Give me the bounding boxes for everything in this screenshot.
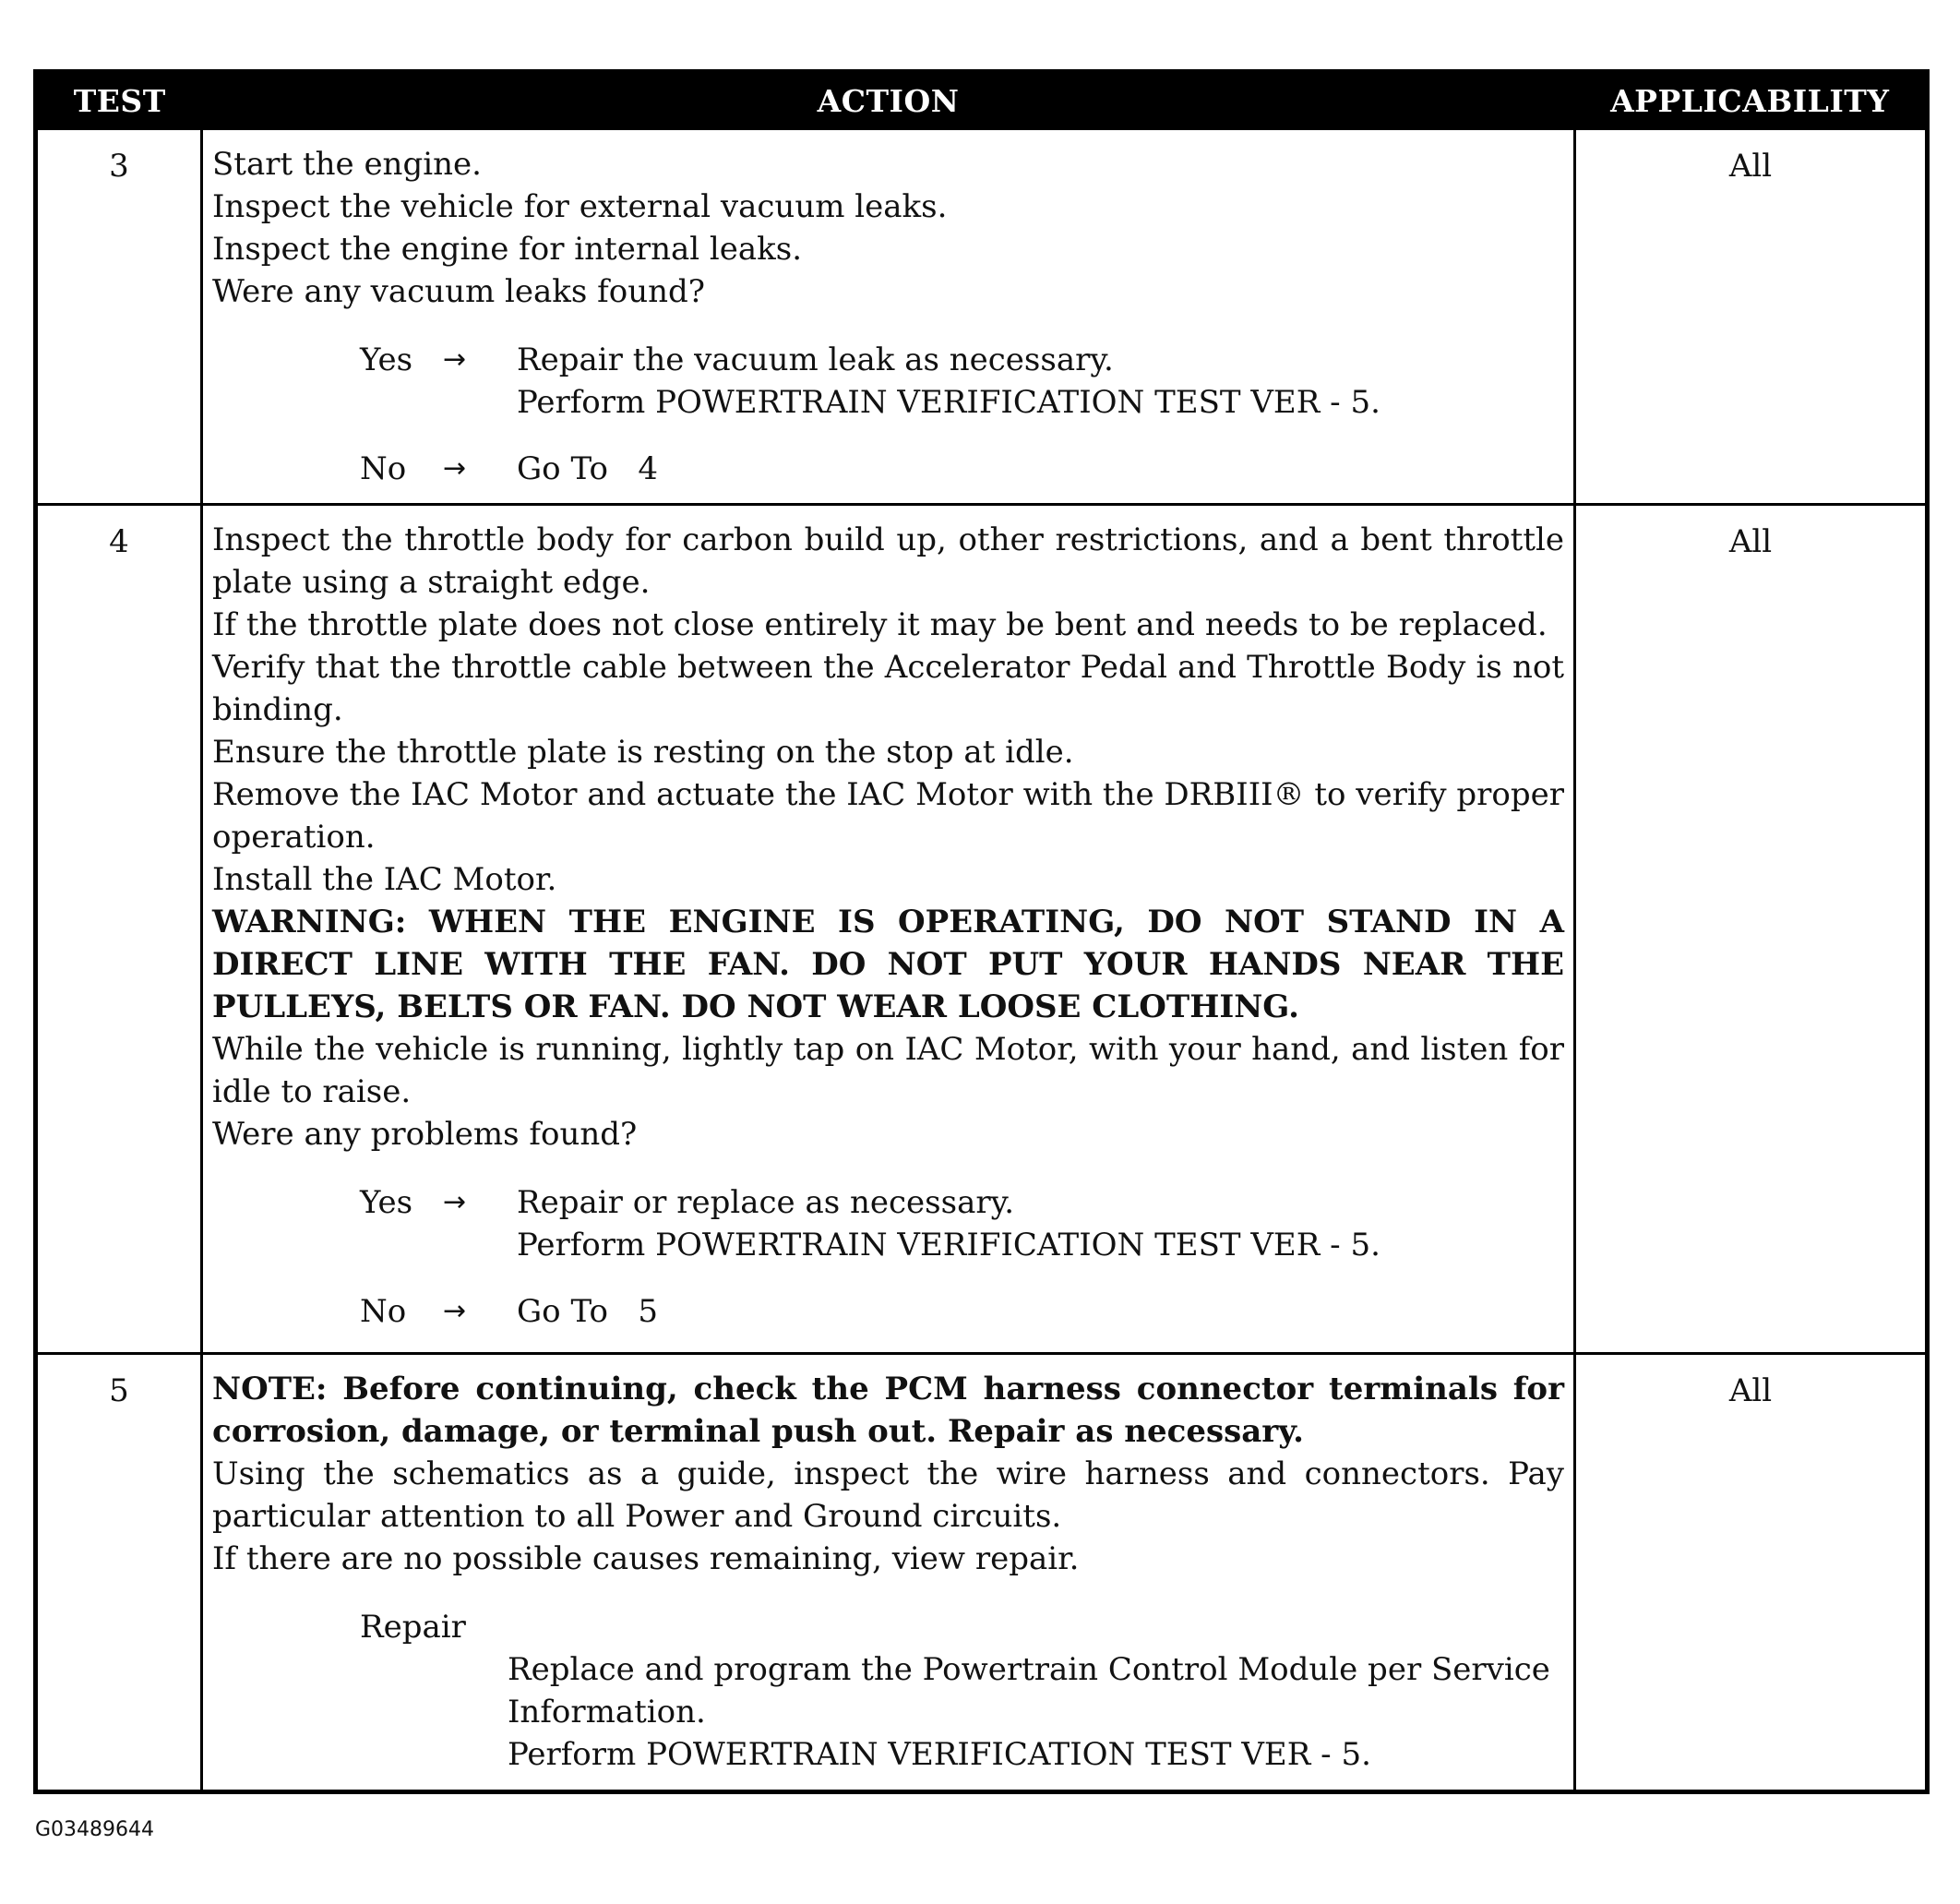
answer-label: No bbox=[360, 450, 407, 487]
action-line: Remove the IAC Motor and actuate the IAC Motor with the DRBIII® to verify proper operation. bbox=[212, 776, 1564, 856]
test-number: 3 bbox=[36, 129, 202, 505]
right-arrow-icon: → bbox=[443, 1186, 467, 1218]
answer-label: Yes bbox=[360, 1184, 413, 1221]
action-line: If there are no possible causes remaining, view repair. bbox=[212, 1540, 1080, 1577]
repair-step-line: Replace and program the Powertrain Control Module per Service Information. bbox=[508, 1651, 1550, 1730]
answer-result bbox=[517, 1181, 1564, 1266]
repair-block bbox=[212, 1606, 1564, 1776]
test-row-4 bbox=[36, 505, 1928, 1354]
answer-no bbox=[360, 448, 1564, 490]
answer-result-line: Perform POWERTRAIN VERIFICATION TEST VER - 5. bbox=[517, 384, 1380, 421]
answer-result-line: Go To 5 bbox=[517, 1293, 658, 1330]
answer-list bbox=[212, 339, 1564, 490]
right-arrow-icon: → bbox=[443, 1295, 467, 1327]
action-line: Verify that the throttle cable between the Accelerator Pedal and Throttle Body is not binding. bbox=[212, 649, 1564, 728]
right-arrow-icon: → bbox=[443, 452, 467, 485]
header-row bbox=[36, 72, 1928, 129]
answer-label: No bbox=[360, 1293, 407, 1330]
answer-no bbox=[360, 1290, 1564, 1333]
answer-result bbox=[517, 1290, 1564, 1333]
right-arrow-icon: → bbox=[443, 343, 467, 376]
answer-result-line: Repair or replace as necessary. bbox=[517, 1184, 1015, 1221]
repair-label: Repair bbox=[360, 1609, 466, 1646]
action-line: Were any vacuum leaks found? bbox=[212, 273, 705, 310]
header-action: ACTION bbox=[202, 72, 1575, 129]
action-line: Install the IAC Motor. bbox=[212, 861, 557, 898]
answer-result-line: Go To 4 bbox=[517, 450, 658, 487]
action-cell bbox=[202, 1354, 1575, 1792]
diagnostic-test-table bbox=[33, 69, 1930, 1794]
action-line: If the throttle plate does not close entirely it may be bent and needs to be replaced. bbox=[212, 606, 1548, 643]
repair-steps bbox=[360, 1648, 1564, 1776]
answer-yes bbox=[360, 1181, 1564, 1266]
answer-yes bbox=[360, 339, 1564, 424]
test-number: 5 bbox=[36, 1354, 202, 1792]
note-text: NOTE: Before continuing, check the PCM harness connector terminals for corrosion, damage, or terminal push out. Repair as necessary. bbox=[212, 1371, 1564, 1450]
action-cell bbox=[202, 505, 1575, 1354]
answer-list bbox=[212, 1181, 1564, 1333]
header-test: TEST bbox=[36, 72, 202, 129]
action-line: Inspect the throttle body for carbon build up, other restrictions, and a bent throttle plate using a straight edge. bbox=[212, 521, 1564, 601]
action-cell bbox=[202, 129, 1575, 505]
applicability-value: All bbox=[1575, 1354, 1928, 1792]
repair-step-line: Perform POWERTRAIN VERIFICATION TEST VER - 5. bbox=[508, 1736, 1371, 1773]
action-line: Using the schematics as a guide, inspect the wire harness and connectors. Pay particular attention to all Power and Ground circuits. bbox=[212, 1455, 1564, 1535]
action-line: Start the engine. bbox=[212, 146, 482, 183]
answer-result bbox=[517, 448, 1564, 490]
action-line: Inspect the vehicle for external vacuum leaks. bbox=[212, 188, 948, 225]
test-row-5 bbox=[36, 1354, 1928, 1792]
action-line: Inspect the engine for internal leaks. bbox=[212, 231, 803, 268]
action-line: Were any problems found? bbox=[212, 1116, 638, 1153]
test-number: 4 bbox=[36, 505, 202, 1354]
answer-result-line: Repair the vacuum leak as necessary. bbox=[517, 341, 1114, 378]
figure-id: G03489644 bbox=[35, 1818, 155, 1841]
action-line: While the vehicle is running, lightly tap on IAC Motor, with your hand, and listen for idle to raise. bbox=[212, 1031, 1564, 1110]
warning-text: WARNING: WHEN THE ENGINE IS OPERATING, DO NOT STAND IN A DIRECT LINE WITH THE FAN. DO NOT PUT YOUR HANDS NEAR THE PULLEYS, BELTS OR FAN. DO NOT WEAR LOOSE CLOTHING. bbox=[212, 904, 1564, 1025]
action-line: Ensure the throttle plate is resting on the stop at idle. bbox=[212, 734, 1074, 771]
applicability-value: All bbox=[1575, 505, 1928, 1354]
header-applicability: APPLICABILITY bbox=[1575, 72, 1928, 129]
answer-result-line: Perform POWERTRAIN VERIFICATION TEST VER - 5. bbox=[517, 1227, 1380, 1263]
answer-label: Yes bbox=[360, 341, 413, 378]
test-row-3 bbox=[36, 129, 1928, 505]
applicability-value: All bbox=[1575, 129, 1928, 505]
answer-result bbox=[517, 339, 1564, 424]
